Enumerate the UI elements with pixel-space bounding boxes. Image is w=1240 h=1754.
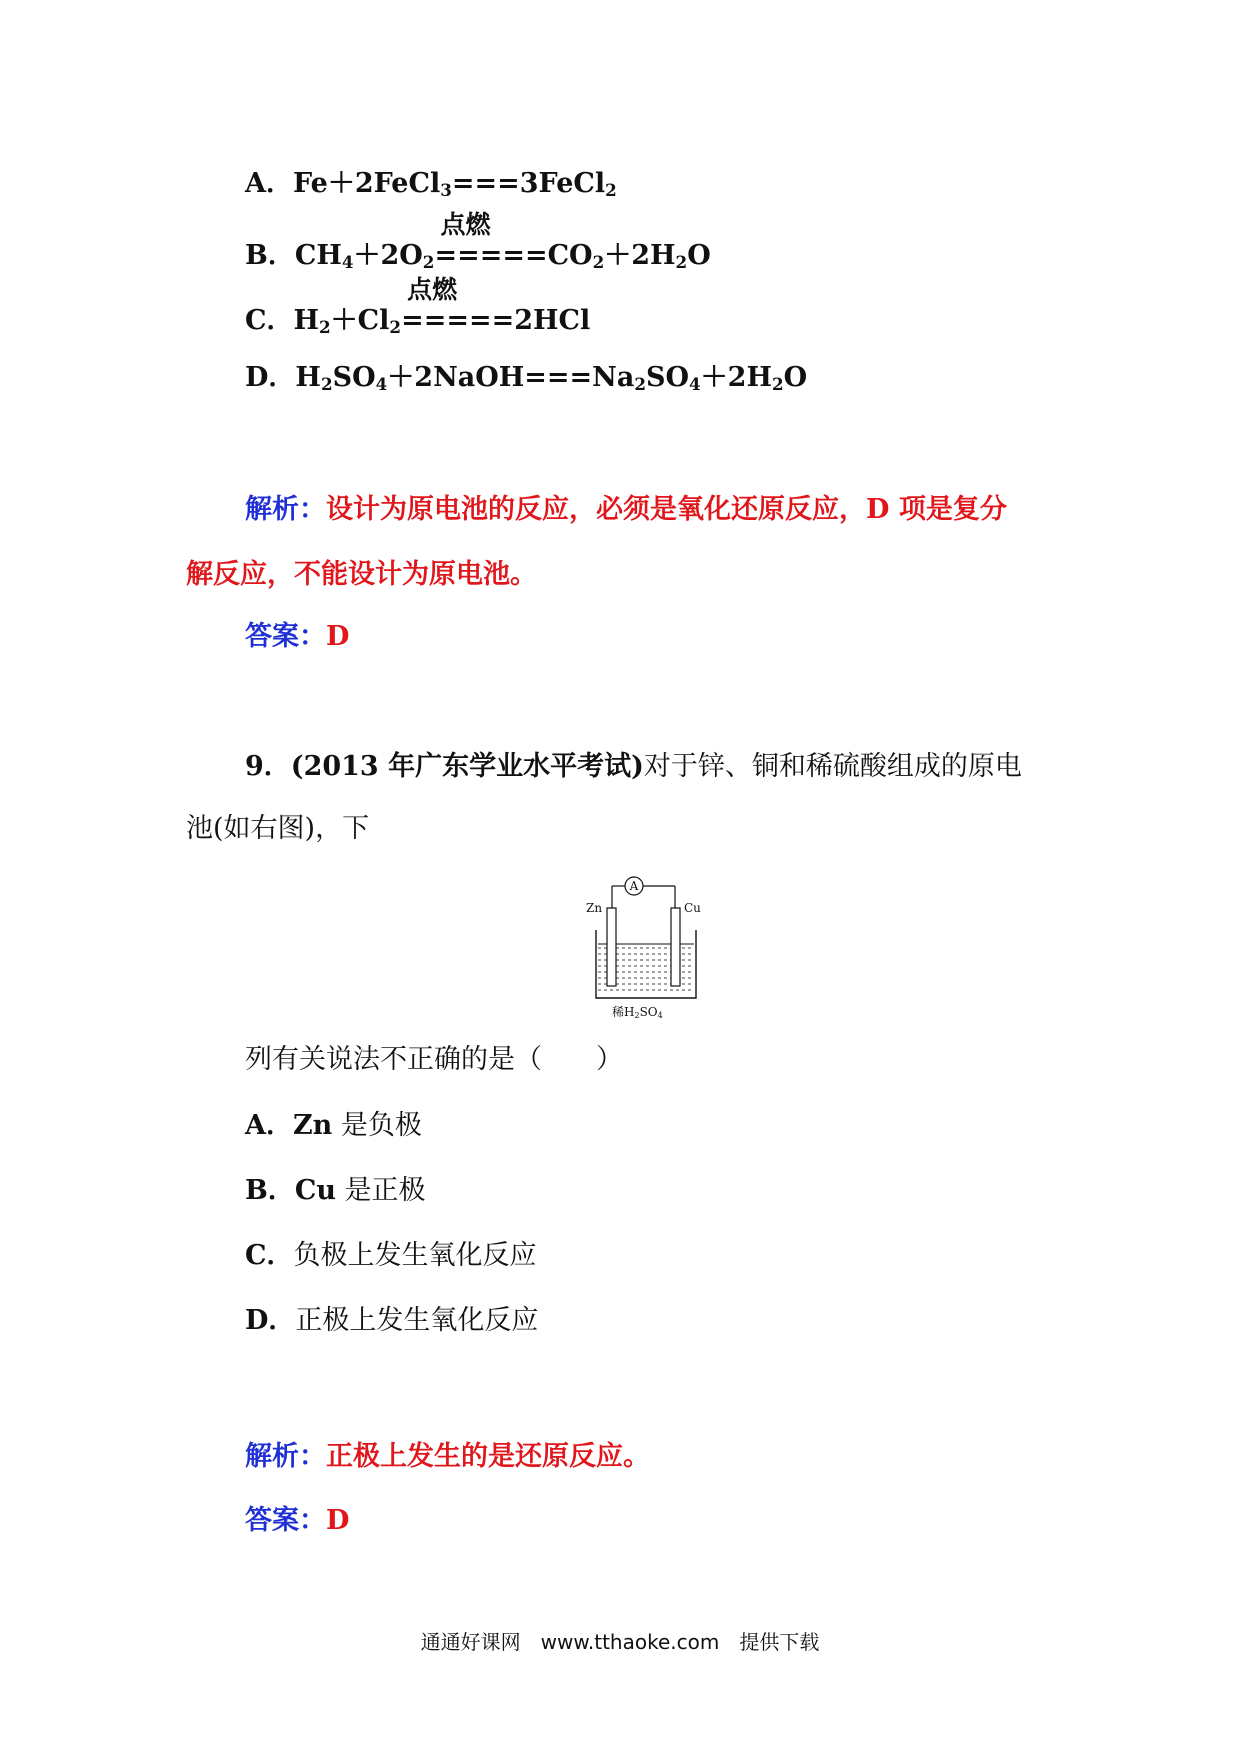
formula-part: ＋2H (700, 362, 772, 393)
q8-analysis-line-1 (245, 490, 1007, 530)
formula-part: H (293, 305, 320, 336)
option-letter: B． (245, 1175, 295, 1206)
reaction-condition: 点燃 (440, 210, 491, 239)
option-letter: A． (245, 168, 293, 199)
analysis-text: 正极上发生的是还原反应。 (326, 1441, 650, 1472)
question-source: (2013 年广东学业水平考试) (290, 751, 644, 782)
q8-option-d (245, 358, 807, 398)
reaction-arrow (401, 275, 591, 341)
q9-stem-line-3: 列有关说法不正确的是（ ） (245, 1044, 623, 1075)
formula-part: Fe＋2FeCl (292, 168, 441, 199)
q8-analysis-line-2: 解反应，不能设计为原电池。 (186, 559, 537, 590)
q9-answer (245, 1501, 349, 1541)
option-letter: D． (245, 1305, 296, 1336)
option-letter: B． (245, 240, 295, 271)
q9-stem-line-2: 池(如右图)，下 (186, 813, 370, 844)
option-text: 是负极 (332, 1110, 422, 1141)
option-letter: A． (245, 1110, 293, 1141)
formula-part: SO (645, 362, 690, 393)
formula-part: O (783, 362, 808, 393)
formula-part: ＋2NaOH===Na (387, 362, 635, 393)
formula-part: SO (332, 362, 376, 393)
option-letter: C． (245, 1240, 294, 1271)
cu-electrode (671, 908, 680, 986)
answer-label: 答案： (245, 621, 326, 652)
subscript: 2 (771, 374, 784, 395)
q9-analysis (245, 1437, 650, 1477)
q9-option-b (245, 1171, 426, 1211)
option-letter: C． (245, 305, 294, 336)
subscript: 2 (634, 374, 646, 395)
q8-option-c (245, 275, 591, 341)
footer-source: 通通好课网 www.tthaoke.com 提供下载 (420, 1630, 820, 1654)
q9-option-c (245, 1236, 537, 1276)
option-text-en: Zn (292, 1110, 333, 1141)
formula-part: H (295, 362, 321, 393)
q9-option-a (245, 1106, 422, 1146)
question-stem: 对于锌、铜和稀硫酸组成的原电 (643, 751, 1022, 782)
subscript: 2 (320, 374, 333, 395)
question-number: 9． (245, 751, 291, 782)
q9-stem-line-1 (245, 747, 1022, 787)
subscript: 4 (689, 374, 701, 395)
subscript: 2 (422, 252, 435, 273)
q8-option-b (245, 210, 711, 276)
formula-part: ＋Cl (330, 305, 390, 336)
q8-answer (245, 617, 349, 657)
subscript: 2 (675, 252, 688, 273)
zn-label: Zn (586, 901, 603, 915)
option-text-en: Cu (294, 1175, 336, 1206)
option-letter: D． (245, 362, 296, 393)
subscript: 4 (341, 252, 354, 273)
zn-electrode (607, 908, 616, 986)
option-text: 负极上发生氧化反应 (293, 1240, 537, 1271)
formula-part: ===3FeCl (451, 168, 606, 199)
formula-part: ＋2O (353, 240, 423, 271)
q9-option-d (245, 1301, 538, 1341)
formula-part: CH (294, 240, 342, 271)
subscript: 2 (389, 317, 402, 338)
subscript: 4 (375, 374, 388, 395)
q8-option-a (245, 164, 617, 204)
subscript: 3 (440, 180, 452, 201)
cu-label: Cu (684, 901, 701, 915)
reaction-arrow (434, 210, 593, 276)
analysis-text: 设计为原电池的反应，必须是氧化还原反应，D 项是复分 (326, 494, 1007, 525)
option-text: 正极上发生氧化反应 (295, 1305, 539, 1336)
subscript: 2 (605, 180, 617, 201)
subscript: 2 (319, 317, 331, 338)
formula-part: =====2HCl (401, 305, 591, 336)
answer-value: D (326, 621, 350, 652)
option-text: 是正极 (335, 1175, 426, 1206)
answer-label: 答案： (245, 1505, 326, 1536)
answer-value: D (326, 1505, 350, 1536)
formula-part: ＋2H (604, 240, 676, 271)
analysis-label: 解析： (245, 494, 326, 525)
galvanic-cell-diagram (588, 872, 728, 1024)
ammeter-label: A (629, 879, 639, 893)
formula-part: =====CO (434, 240, 593, 271)
solution-label: 稀H2SO4 (612, 1005, 663, 1020)
formula-part: O (687, 240, 711, 271)
subscript: 2 (592, 252, 605, 273)
analysis-label: 解析： (245, 1441, 326, 1472)
reaction-condition: 点燃 (407, 275, 458, 304)
